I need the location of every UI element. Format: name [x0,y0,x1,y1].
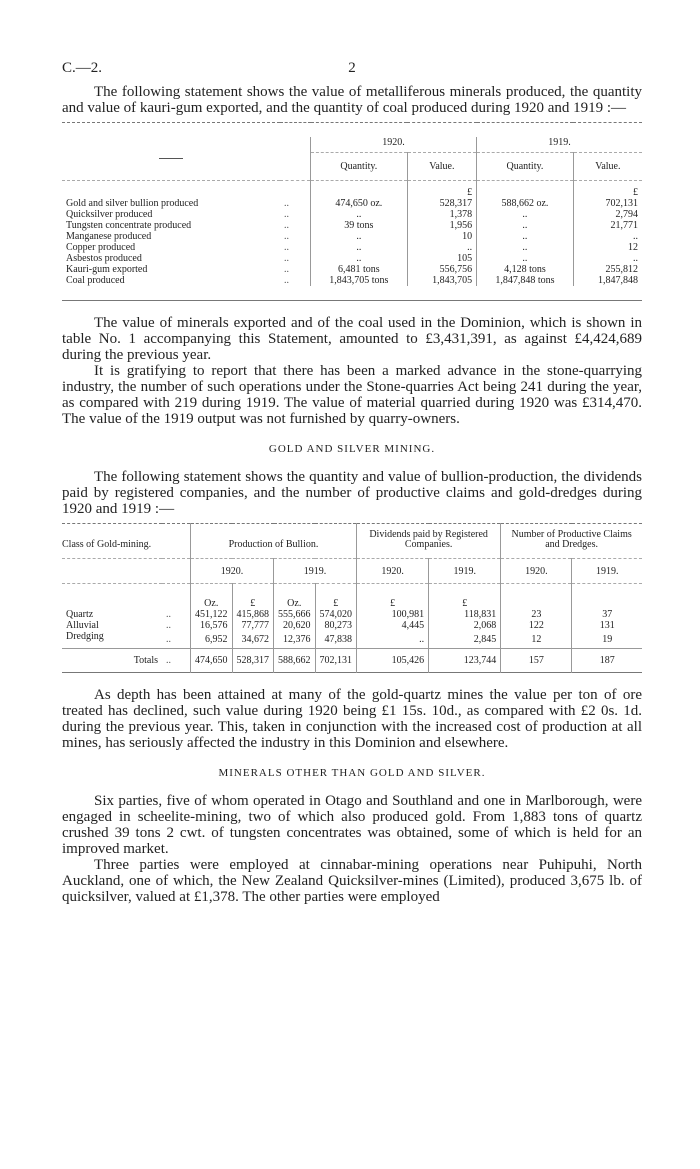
leader-dots: .. [284,231,289,242]
row-label: Quicksilver produced [66,209,153,220]
cell-dividend-1919: 118,831 [429,609,501,620]
cell-value-1919: 702,131 [573,198,642,209]
col-value-1919: Value. [573,153,642,181]
cell-oz-1919: 12,376 [274,631,316,649]
table-row [62,220,642,231]
cell-value-1919: 80,273 [315,620,357,631]
cell-quantity-1920: .. [311,242,408,253]
cell-dividend-1920: 4,445 [357,620,429,631]
table-row [62,198,642,209]
gold-mining-table [62,523,642,673]
cell-oz-1919: 555,666 [274,609,316,620]
unit-pound-div-1920: £ [357,584,429,610]
unit-pound-div-1919: £ [429,584,501,610]
cell-quantity-1920: 39 tons [311,220,408,231]
total-dividend-1919: 123,744 [429,649,501,673]
section-title-gold-silver: GOLD AND SILVER MINING. [268,443,436,455]
cell-quantity-1919: .. [477,220,574,231]
cell-dividend-1919: 2,068 [429,620,501,631]
unit-oz-1920: Oz. [191,584,233,610]
leader-dots: .. [166,620,171,631]
cell-value-1920: .. [407,242,476,253]
cell-claims-1919: 19 [572,631,642,649]
leader-dots: .. [166,609,171,620]
page-header [62,60,642,84]
currency-1919: £ [573,181,642,199]
cell-value-1920: 1,956 [407,220,476,231]
cell-value-1920: 105 [407,253,476,264]
table-row [62,631,642,649]
cell-quantity-1919: .. [477,231,574,242]
totals-label: Totals [62,649,162,673]
cell-value-1919: .. [573,253,642,264]
leader-dots: .. [284,264,289,275]
cell-quantity-1920: .. [311,209,408,220]
cell-value-1919: 2,794 [573,209,642,220]
claims-year-1920: 1920. [501,559,572,584]
cell-claims-1920: 122 [501,620,572,631]
total-claims-1920: 157 [501,649,572,673]
cell-quantity-1920: 1,843,705 tons [311,275,408,286]
leader-dots: .. [284,275,289,286]
document-page [62,60,642,905]
blank-dash [159,158,183,159]
unit-pound-1919: £ [315,584,357,610]
currency-1920: £ [407,181,476,199]
cell-claims-1919: 131 [572,620,642,631]
cell-oz-1920: 16,576 [191,620,233,631]
table-row [62,242,642,253]
cell-value-1920: 528,317 [407,198,476,209]
table-row [62,231,642,242]
cell-oz-1920: 6,952 [191,631,233,649]
row-label: Coal produced [66,275,125,286]
cell-value-1920: 34,672 [232,631,274,649]
cell-value-1919: 574,020 [315,609,357,620]
total-value-1920: 528,317 [232,649,274,673]
cell-oz-1920: 451,122 [191,609,233,620]
cell-oz-1919: 20,620 [274,620,316,631]
document-reference: C.—2. [62,60,103,76]
leader-dots: .. [284,220,289,231]
prod-year-1919: 1919. [274,559,357,584]
col-quantity-1920: Quantity. [311,153,408,181]
col-value-1920: Value. [407,153,476,181]
total-dividend-1920: 105,426 [357,649,429,673]
minerals-table [62,122,642,301]
row-label: Asbestos produced [66,253,142,264]
row-label: Tungsten concentrate produced [66,220,192,231]
row-label: Dredging [66,631,104,642]
cell-quantity-1919: .. [477,253,574,264]
cell-dividend-1920: 100,981 [357,609,429,620]
cell-quantity-1920: .. [311,231,408,242]
col-claims-header: Number of Productive Claims and Dredges. [501,524,642,559]
cell-quantity-1919: 4,128 tons [477,264,574,275]
cell-quantity-1919: .. [477,242,574,253]
total-oz-1920: 474,650 [191,649,233,673]
col-dividends-header: Dividends paid by Registered Companies. [357,524,501,559]
cell-value-1919: 1,847,848 [573,275,642,286]
leader-dots: .. [284,242,289,253]
page-number: 2 [348,60,356,76]
cell-claims-1920: 23 [501,609,572,620]
totals-row [62,649,642,673]
cell-quantity-1919: .. [477,209,574,220]
section-title-other-minerals: MINERALS OTHER THAN GOLD AND SILVER. [218,767,486,779]
total-oz-1919: 588,662 [274,649,316,673]
year-header-1920: 1920. [311,137,477,153]
paragraph-scheelite: Six parties, five of whom operated in Otago and Southland and one in Marlborough, were engaged in scheelite-mining, two of which also produced gold. From 1,883 tons of quartz crushed 39 tons 2 cwt. of tungsten concentrates was obtained, some of which is held for an improved market. [62,793,642,857]
cell-quantity-1920: 474,650 oz. [311,198,408,209]
leader-dots: .. [284,209,289,220]
prod-year-1920: 1920. [191,559,274,584]
total-value-1919: 702,131 [315,649,357,673]
claims-year-1919: 1919. [572,559,642,584]
cell-claims-1919: 37 [572,609,642,620]
cell-dividend-1920: .. [357,631,429,649]
col-production-header: Production of Bullion. [191,524,357,559]
total-claims-1919: 187 [572,649,642,673]
cell-value-1920: 415,868 [232,609,274,620]
col-quantity-1919: Quantity. [477,153,574,181]
row-label: Copper produced [66,242,136,253]
cell-value-1920: 1,378 [407,209,476,220]
intro-paragraph-minerals: The following statement shows the value of metalliferous minerals produced, the quantity and value of kauri-gum exported, and the quantity of coal produced during 1920 and 1919 :— [62,84,642,116]
paragraph-ore-value: As depth has been attained at many of the gold-quartz mines the value per ton of ore treated has declined, such value during 1920 being £1 15s. 10d., as compared with £2 0s. 1d. during the previous year. This, taken in conjunction with the increased cost of production at all mines, has seriously affected the industry in this Dominion and elsewhere. [62,687,642,751]
col-class-header: Class of Gold-mining. [62,539,152,550]
cell-quantity-1920: .. [311,253,408,264]
leader-dots: .. [162,649,191,673]
cell-value-1920: 77,777 [232,620,274,631]
cell-value-1919: .. [573,231,642,242]
table-row [62,620,642,631]
cell-value-1920: 10 [407,231,476,242]
paragraph-minerals-exported: The value of minerals exported and of the coal used in the Dominion, which is shown in table No. 1 accompanying this Statement, amounted to £3,431,391, as against £4,424,689 during the previous year. [62,315,642,363]
year-header-1919: 1919. [477,137,642,153]
leader-dots: .. [284,198,289,209]
cell-quantity-1919: 588,662 oz. [477,198,574,209]
leader-dots: .. [284,253,289,264]
cell-quantity-1920: 6,481 tons [311,264,408,275]
table-row [62,253,642,264]
table-row [62,264,642,275]
row-label: Kauri-gum exported [66,264,148,275]
leader-dots: .. [166,634,171,645]
paragraph-stone-quarrying: It is gratifying to report that there has been a marked advance in the stone-quarrying industry, the number of such operations under the Stone-quarries Act being 241 during the year, as compared with 219 during 1919. The value of material quarried during 1920 was £314,470. The value of the 1919 output was not furnished by quarry-owners. [62,363,642,427]
row-label: Manganese produced [66,231,152,242]
cell-dividend-1919: 2,845 [429,631,501,649]
cell-value-1920: 556,756 [407,264,476,275]
intro-paragraph-bullion: The following statement shows the quantity and value of bullion-production, the dividends paid by registered companies, and the number of productive claims and gold-dredges during 1920 and 1919 :— [62,469,642,517]
cell-value-1919: 255,812 [573,264,642,275]
paragraph-cinnabar: Three parties were employed at cinnabar-mining operations near Puhipuhi, North Auckland, one of which, the New Zealand Quicksilver-mines (Limited), produced 3,675 lb. of quicksilver, valued at £1,378. The other parties were employed [62,857,642,905]
cell-value-1919: 21,771 [573,220,642,231]
cell-claims-1920: 12 [501,631,572,649]
row-label: Alluvial [66,620,99,631]
table-row [62,609,642,620]
cell-value-1919: 12 [573,242,642,253]
div-year-1920: 1920. [357,559,429,584]
unit-pound-1920: £ [232,584,274,610]
cell-value-1919: 47,838 [315,631,357,649]
cell-value-1920: 1,843,705 [407,275,476,286]
row-label: Gold and silver bullion produced [66,198,199,209]
unit-oz-1919: Oz. [274,584,316,610]
table-row [62,275,642,286]
table-row [62,209,642,220]
row-label: Quartz [66,609,94,620]
cell-quantity-1919: 1,847,848 tons [477,275,574,286]
div-year-1919: 1919. [429,559,501,584]
